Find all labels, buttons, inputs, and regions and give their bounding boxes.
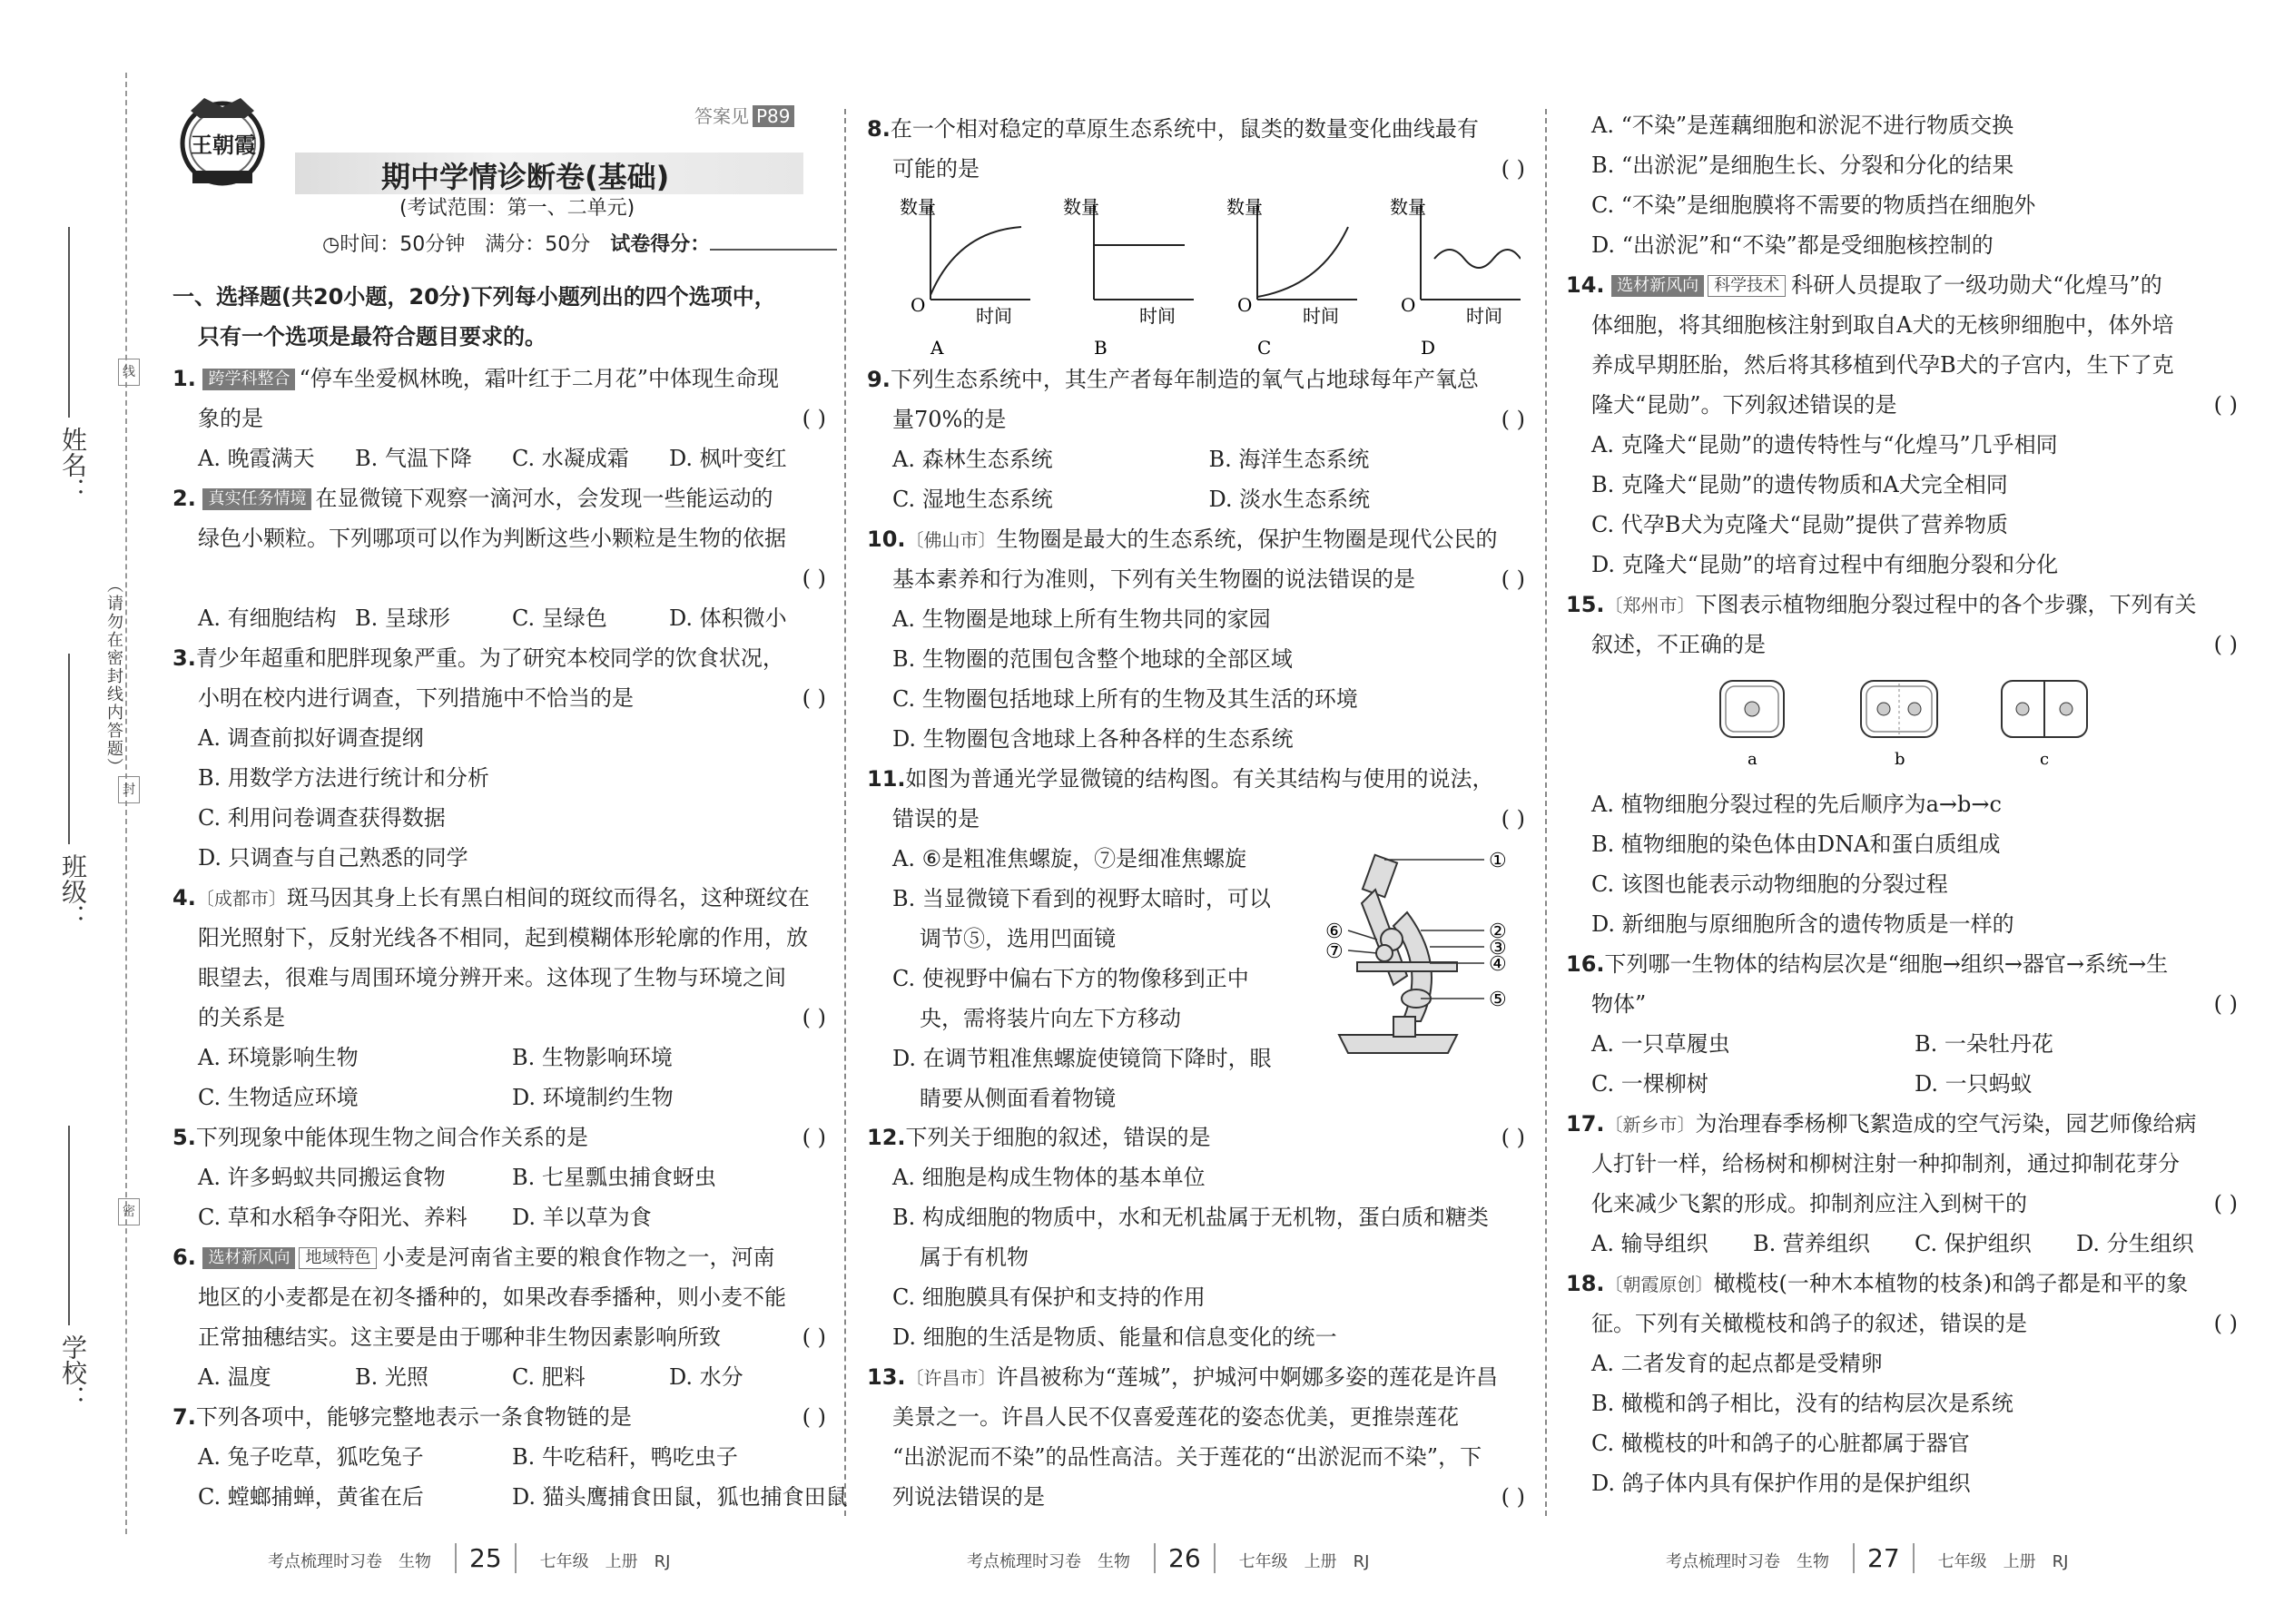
- option: B. “出淤泥”是细胞生长、分裂和分化的结果: [1591, 153, 2014, 178]
- footer-text: 考点梳理时习卷 生物: [1666, 1552, 1829, 1571]
- exam-info: [322, 229, 837, 257]
- option: D. 新细胞与原细胞所含的遗传物质是一样的: [1591, 911, 2014, 937]
- school-field[interactable]: [68, 1126, 70, 1325]
- question-9: [867, 359, 1525, 519]
- option: C. 生物圈包括地球上所有的生物及其生活的环境: [892, 686, 1358, 712]
- option: D. 枫叶变红: [669, 446, 787, 471]
- answer-blank[interactable]: ( ): [1501, 407, 1525, 432]
- question-number: 13.: [867, 1364, 906, 1390]
- option: D. 猫头鹰捕食田鼠，狐也捕食田鼠: [512, 1484, 848, 1510]
- page-footer: [1666, 1543, 2068, 1573]
- footer-text: 七年级 上册 RJ: [539, 1552, 671, 1571]
- question-text: 列说法错误的是: [892, 1484, 1045, 1510]
- question-1: [172, 359, 826, 478]
- option: C. 利用问卷调查获得数据: [198, 805, 446, 831]
- question-text: 量70%的是: [892, 407, 1007, 432]
- footer-text: 七年级 上册 RJ: [1937, 1552, 2069, 1571]
- page-number: 27: [1853, 1543, 1915, 1573]
- logo: [172, 91, 281, 191]
- answer-blank[interactable]: ( ): [802, 1404, 826, 1430]
- page-number: 25: [455, 1543, 517, 1573]
- question-text: 绿色小颗粒。下列哪项可以作为判断这些小颗粒是生物的依据: [198, 526, 786, 551]
- graph-A: [900, 196, 1030, 359]
- question-number: 3.: [172, 645, 196, 671]
- answer-page: P89: [753, 105, 794, 127]
- question-text: 小明在校内进行调查，下列措施中不恰当的是: [198, 685, 634, 711]
- question-number: 8.: [867, 116, 891, 142]
- exam-full-score: 满分：50分: [485, 233, 591, 256]
- footer-text: 考点梳理时习卷 生物: [268, 1552, 431, 1571]
- question-text: 地区的小麦都是在初冬播种的，如果改春季播种，则小麦不能: [198, 1284, 786, 1310]
- question-text: 青少年超重和肥胖现象严重。为了研究本校同学的饮食状况，: [195, 645, 784, 671]
- option: B. 营养组织: [1753, 1231, 1870, 1256]
- option: 调节⑤，选用凹面镜: [920, 926, 1116, 951]
- option: D. 克隆犬“昆勋”的培育过程中有细胞分裂和分化: [1591, 552, 2059, 577]
- option: C. 橄榄枝的叶和鸽子的心脏都属于器官: [1591, 1431, 1970, 1456]
- label-5: ⑤: [1489, 989, 1507, 1011]
- question-text: 人打针一样，给杨树和柳树注射一种抑制剂，通过抑制花芽分: [1591, 1151, 2180, 1176]
- score-field[interactable]: [710, 249, 837, 251]
- option: D. 淡水生态系统: [1208, 487, 1371, 512]
- graph-D: [1390, 196, 1521, 359]
- seal-mark-line: 线: [118, 359, 140, 386]
- column-2: [867, 0, 1525, 1624]
- question-tag: 跨学科整合: [202, 369, 295, 390]
- question-text: 为治理春季杨柳飞絮造成的空气污染，园艺师像给病: [1695, 1111, 2197, 1137]
- option: C. 代孕B犬为克隆犬“昆勋”提供了营养物质: [1591, 512, 2008, 537]
- question-number: 16.: [1566, 951, 1605, 977]
- exam-range: (考试范围：第一、二单元): [399, 197, 635, 220]
- option: A. 兔子吃草，狐吃兔子: [198, 1444, 424, 1470]
- x-label: 时间: [976, 305, 1012, 327]
- question-text: 在一个相对稳定的草原生态系统中，鼠类的数量变化曲线最有: [890, 116, 1479, 142]
- footer-text: 七年级 上册 RJ: [1238, 1552, 1370, 1571]
- question-text: 体细胞，将其细胞核注射到取自A犬的无核卵细胞中，体外培: [1591, 312, 2174, 338]
- question-number: 1.: [172, 366, 196, 391]
- origin-label: O: [1401, 294, 1416, 316]
- logo-text: 王朝霞: [191, 133, 256, 158]
- question-8: [867, 109, 1525, 189]
- label-1: ①: [1489, 850, 1507, 872]
- question-text: 科研人员提取了一级功勋犬“化煌马”的: [1791, 272, 2162, 298]
- option: C. 该图也能表示动物细胞的分裂过程: [1591, 871, 1948, 897]
- graph-label: A: [930, 337, 944, 359]
- graph-label: D: [1421, 337, 1436, 359]
- option: 央，需将装片向左下方移动: [920, 1006, 1181, 1031]
- class-field[interactable]: [68, 654, 70, 844]
- class-label: 班级：: [58, 853, 88, 930]
- option: A. 克隆犬“昆勋”的遗传特性与“化煌马”几乎相同: [1591, 432, 2058, 458]
- score-label: 试卷得分：: [610, 233, 711, 256]
- option: A. 环境影响生物: [198, 1045, 359, 1070]
- name-field[interactable]: [68, 227, 70, 418]
- question-2: [172, 478, 826, 638]
- question-16: [1566, 944, 2238, 1104]
- option: B. 当显微镜下看到的视野太暗时，可以: [892, 886, 1271, 911]
- option: A. 输导组织: [1591, 1231, 1708, 1256]
- question-17: [1566, 1104, 2238, 1264]
- q8-graphs: [894, 195, 1521, 359]
- answer-blank[interactable]: ( ): [1501, 806, 1525, 832]
- question-number: 17.: [1566, 1111, 1605, 1137]
- question-text: 基本素养和行为准则，下列有关生物圈的说法错误的是: [892, 566, 1415, 592]
- question-text: 化来减少飞絮的形成。抑制剂应注入到树干的: [1591, 1191, 2027, 1216]
- option: C. 一棵柳树: [1591, 1071, 1708, 1097]
- option: B. 光照: [355, 1364, 428, 1390]
- section-heading-line: 只有一个选项是最符合题目要求的。: [198, 324, 546, 349]
- question-number: 4.: [172, 885, 196, 910]
- option: D. 分生组织: [2076, 1231, 2194, 1256]
- origin-label: O: [911, 294, 926, 316]
- option: 睛要从侧面看着物镜: [920, 1086, 1116, 1111]
- source-city: 〔成都市〕: [195, 888, 287, 910]
- answer-blank[interactable]: ( ): [1501, 156, 1525, 182]
- microscope-diagram: [1321, 840, 1521, 1076]
- option: A. 温度: [198, 1364, 271, 1390]
- y-label: 数量: [900, 196, 936, 218]
- question-text: 下列各项中，能够完整地表示一条食物链的是: [195, 1404, 632, 1430]
- option: A. 二者发育的起点都是受精卵: [1591, 1351, 1883, 1376]
- label-4: ④: [1489, 953, 1507, 976]
- question-text: “停车坐爱枫林晚，霜叶红于二月花”中体现生命现: [299, 366, 780, 391]
- answer-blank[interactable]: ( ): [802, 1324, 826, 1350]
- option: A. 晚霞满天: [198, 446, 315, 471]
- x-label: 时间: [1139, 305, 1176, 327]
- option: A. 调查前拟好调查提纲: [198, 725, 424, 751]
- option: D. 细胞的生活是物质、能量和信息变化的统一: [892, 1324, 1337, 1350]
- y-label: 数量: [1063, 196, 1099, 218]
- answer-blank[interactable]: ( ): [802, 1125, 826, 1150]
- option: C. 保护组织: [1915, 1231, 2032, 1256]
- question-number: 10.: [867, 527, 906, 552]
- seal-mark-seal: 封: [118, 776, 140, 803]
- question-text: 许昌被称为“莲城”，护城河中婀娜多姿的莲花是许昌: [996, 1364, 1499, 1390]
- question-text: 象的是: [198, 406, 263, 431]
- option: A. 有细胞结构: [198, 605, 337, 631]
- answer-blank[interactable]: ( ): [1501, 566, 1525, 592]
- option: C. 生物适应环境: [198, 1085, 359, 1110]
- label-7: ⑦: [1325, 940, 1344, 963]
- option: C. “不染”是细胞膜将不需要的物质挡在细胞外: [1591, 192, 2036, 218]
- option: C. 草和水稻争夺阳光、养料: [198, 1205, 468, 1230]
- option: C. 螳螂捕蝉，黄雀在后: [198, 1484, 424, 1510]
- question-text: 的关系是: [198, 1005, 285, 1030]
- question-text: 正常抽穗结实。这主要是由于哪种非生物因素影响所致: [198, 1324, 721, 1350]
- question-text: 下列生态系统中，其生产者每年制造的氧气占地球每年产氧总: [890, 367, 1479, 392]
- name-label: 姓名：: [58, 427, 88, 503]
- question-text: 征。下列有关橄榄枝和鸽子的叙述，错误的是: [1591, 1311, 2027, 1336]
- page-footer: [967, 1543, 1369, 1573]
- exam-time: 时间：50分钟: [340, 233, 466, 256]
- label-3: ③: [1489, 937, 1507, 960]
- footer-text: 考点梳理时习卷 生物: [967, 1552, 1130, 1571]
- answer-blank[interactable]: ( ): [2213, 1191, 2238, 1216]
- seal-mark-close: 密: [118, 1198, 140, 1225]
- question-text: 小麦是河南省主要的粮食作物之一，河南: [382, 1245, 775, 1270]
- question-text: 养成早期胚胎，然后将其移植到代孕B犬的子宫内，生下了克: [1591, 352, 2174, 378]
- option: B. 七星瓢虫捕食蚜虫: [512, 1165, 716, 1190]
- question-text: 在显微镜下观察一滴河水，会发现一些能运动的: [315, 486, 773, 511]
- option: D. 只调查与自己熟悉的同学: [198, 845, 468, 871]
- question-tag: 真实任务情境: [202, 488, 311, 510]
- option: B. 牛吃秸秆，鸭吃虫子: [512, 1444, 738, 1470]
- option: D. 环境制约生物: [512, 1085, 674, 1110]
- question-number: 6.: [172, 1245, 196, 1270]
- question-13-options: [1566, 105, 2238, 265]
- option: D. 生物圈包含地球上各种各样的生态系统: [892, 726, 1294, 752]
- option: C. 肥料: [512, 1364, 586, 1390]
- question-12: [867, 1117, 1525, 1357]
- option: B. 构成细胞的物质中，水和无机盐属于无机物，蛋白质和糖类: [892, 1205, 1489, 1230]
- graph-C: [1226, 196, 1357, 359]
- source-city: 〔许昌市〕: [905, 1367, 997, 1389]
- question-text: 可能的是: [892, 156, 980, 182]
- option: A. 森林生态系统: [892, 447, 1053, 472]
- option: B. 橄榄和鸽子相比，没有的结构层次是系统: [1591, 1391, 2013, 1416]
- answer-blank[interactable]: ( ): [2213, 392, 2238, 418]
- source-city: 〔朝霞原创〕: [1604, 1274, 1714, 1295]
- option: A. “不染”是莲藕细胞和淤泥不进行物质交换: [1591, 113, 2014, 138]
- graph-label: B: [1094, 337, 1108, 359]
- option: 属于有机物: [920, 1245, 1029, 1270]
- option: B. 海洋生态系统: [1208, 447, 1370, 472]
- question-15: [1566, 585, 2238, 664]
- source-city: 〔新乡市〕: [1604, 1114, 1696, 1136]
- question-text: 下图表示植物细胞分裂过程中的各个步骤，下列有关: [1695, 592, 2197, 617]
- answer-blank[interactable]: ( ): [1501, 1484, 1525, 1510]
- option: B. 气温下降: [355, 446, 472, 471]
- answer-blank[interactable]: ( ): [802, 1005, 826, 1030]
- answer-ref: [694, 102, 794, 128]
- question-text: 错误的是: [892, 806, 980, 832]
- page-title: 期中学情诊断卷(基础): [381, 160, 670, 194]
- option: A. ⑥是粗准焦螺旋，⑦是细准焦螺旋: [892, 846, 1247, 871]
- microscope-icon: [1339, 855, 1457, 1053]
- question-10: [867, 519, 1525, 759]
- column-1: [172, 0, 848, 1624]
- question-number: 14.: [1566, 272, 1605, 298]
- page-number: 26: [1154, 1543, 1216, 1573]
- question-13: [867, 1357, 1525, 1517]
- option: A. 生物圈是地球上所有生物共同的家园: [892, 606, 1271, 632]
- option: B. 生物圈的范围包含整个地球的全部区域: [892, 646, 1293, 672]
- answer-blank[interactable]: ( ): [802, 685, 826, 711]
- label-6: ⑥: [1325, 920, 1344, 943]
- question-number: 18.: [1566, 1271, 1605, 1296]
- question-number: 2.: [172, 486, 196, 511]
- option: B. 克隆犬“昆勋”的遗传物质和A犬完全相同: [1591, 472, 2008, 497]
- question-number: 9.: [867, 367, 891, 392]
- option: D. 羊以草为食: [512, 1205, 652, 1230]
- graph-B: [1063, 196, 1194, 359]
- option: A. 许多蚂蚁共同搬运食物: [198, 1165, 446, 1190]
- question-text: 橄榄枝(一种木本植物的枝条)和鸽子都是和平的象: [1713, 1271, 2189, 1296]
- option: D. “出淤泥”和“不染”都是受细胞核控制的: [1591, 232, 1994, 258]
- answer-blank[interactable]: ( ): [802, 406, 826, 431]
- option: B. 植物细胞的染色体由DNA和蛋白质组成: [1591, 832, 2001, 857]
- origin-label: O: [1237, 294, 1253, 316]
- option: C. 使视野中偏右下方的物像移到正中: [892, 966, 1249, 991]
- question-text: 下列哪一生物体的结构层次是“细胞→组织→器官→系统→生: [1604, 951, 2169, 977]
- question-number: 5.: [172, 1125, 196, 1150]
- label-2: ②: [1489, 920, 1507, 943]
- seal-line: [125, 73, 127, 1534]
- column-divider: [844, 109, 846, 1516]
- section-heading-line: 一、选择题(共20小题，20分)下列每小题列出的四个选项中，: [172, 284, 776, 310]
- cell-c-icon: [2002, 681, 2087, 769]
- question-text: 物体”: [1591, 991, 1647, 1017]
- option: B. 呈球形: [355, 605, 450, 631]
- graph-label: C: [1257, 337, 1272, 359]
- question-text: 生物圈是最大的生态系统，保护生物圈是现代公民的: [996, 527, 1498, 552]
- y-label: 数量: [1390, 196, 1426, 218]
- option: D. 鸽子体内具有保护作用的是保护组织: [1591, 1471, 1971, 1496]
- column-divider: [1545, 109, 1547, 1516]
- school-label: 学校：: [58, 1334, 88, 1411]
- question-tag: 选材新风向: [202, 1247, 295, 1269]
- cell-division-diagram: [1711, 676, 2165, 776]
- option: B. 一朵牡丹花: [1915, 1031, 2053, 1057]
- page-footer: [268, 1543, 670, 1573]
- option: D. 在调节粗准焦螺旋使镜筒下降时，眼: [892, 1046, 1272, 1071]
- question-text: 眼望去，很难与周围环境分辨开来。这体现了生物与环境之间: [198, 965, 786, 990]
- source-city: 〔郑州市〕: [1604, 595, 1696, 616]
- question-4: [172, 878, 826, 1117]
- question-18: [1566, 1264, 2238, 1503]
- question-text: 阳光照射下，反射光线各不相同，起到模糊体形轮廓的作用，放: [198, 925, 808, 950]
- answer-blank[interactable]: ( ): [1501, 1125, 1525, 1150]
- option: C. 水凝成霜: [512, 446, 629, 471]
- clock-icon: ◷: [322, 233, 340, 256]
- section-heading: [172, 277, 826, 357]
- answer-blank[interactable]: ( ): [2213, 1311, 2238, 1336]
- answer-ref-label: 答案见: [694, 105, 749, 127]
- x-label: 时间: [1303, 305, 1339, 327]
- question-text: 美景之一。许昌人民不仅喜爱莲花的姿态优美，更推崇莲花: [892, 1404, 1459, 1430]
- option: B. 生物影响环境: [512, 1045, 673, 1070]
- option: D. 一只蚂蚁: [1915, 1071, 2033, 1097]
- option: B. 用数学方法进行统计和分析: [198, 765, 489, 791]
- question-15-options: [1566, 784, 2238, 944]
- cell-a-icon: [1720, 681, 1784, 769]
- question-text: 下列现象中能体现生物之间合作关系的是: [195, 1125, 588, 1150]
- question-text: 隆犬“昆勋”。下列叙述错误的是: [1591, 392, 1897, 418]
- question-text: 斑马因其身上长有黑白相间的斑纹而得名，这种斑纹在: [286, 885, 810, 910]
- option: C. 细胞膜具有保护和支持的作用: [892, 1284, 1206, 1310]
- question-text: 叙述，不正确的是: [1591, 632, 1766, 657]
- question-tag: 地域特色: [299, 1247, 377, 1269]
- question-text: 下列关于细胞的叙述，错误的是: [905, 1125, 1211, 1150]
- question-number: 12.: [867, 1125, 906, 1150]
- cell-label: a: [1748, 750, 1757, 769]
- question-tag: 科学技术: [1708, 275, 1786, 297]
- option: A. 植物细胞分裂过程的先后顺序为a→b→c: [1591, 792, 2002, 817]
- answer-blank[interactable]: ( ): [2213, 632, 2238, 657]
- option: C. 呈绿色: [512, 605, 607, 631]
- question-14: [1566, 265, 2238, 585]
- question-tag: 选材新风向: [1611, 275, 1704, 297]
- answer-blank[interactable]: ( ): [802, 566, 826, 591]
- question-3: [172, 638, 826, 878]
- question-5: [172, 1117, 826, 1237]
- cell-label: b: [1895, 750, 1905, 769]
- question-number: 7.: [172, 1404, 196, 1430]
- column-3: [1566, 0, 2238, 1624]
- option: A. 细胞是构成生物体的基本单位: [892, 1165, 1206, 1190]
- question-7: [172, 1397, 848, 1517]
- question-number: 15.: [1566, 592, 1605, 617]
- cell-label: c: [2040, 750, 2050, 769]
- option: A. 一只草履虫: [1591, 1031, 1730, 1057]
- seal-note: （请勿在密封线内答题）: [104, 576, 123, 776]
- source-city: 〔佛山市〕: [905, 529, 997, 551]
- answer-blank[interactable]: ( ): [2213, 991, 2238, 1017]
- option: C. 湿地生态系统: [892, 487, 1053, 512]
- y-label: 数量: [1226, 196, 1263, 218]
- option: D. 体积微小: [669, 605, 787, 631]
- question-number: 11.: [867, 766, 906, 792]
- question-6: [172, 1237, 826, 1397]
- option: D. 水分: [669, 1364, 743, 1390]
- x-label: 时间: [1466, 305, 1502, 327]
- question-text: 如图为普通光学显微镜的结构图。有关其结构与使用的说法，: [905, 766, 1494, 792]
- question-text: “出淤泥而不染”的品性高洁。关于莲花的“出淤泥而不染”，下: [892, 1444, 1482, 1470]
- cell-b-icon: [1861, 681, 1937, 769]
